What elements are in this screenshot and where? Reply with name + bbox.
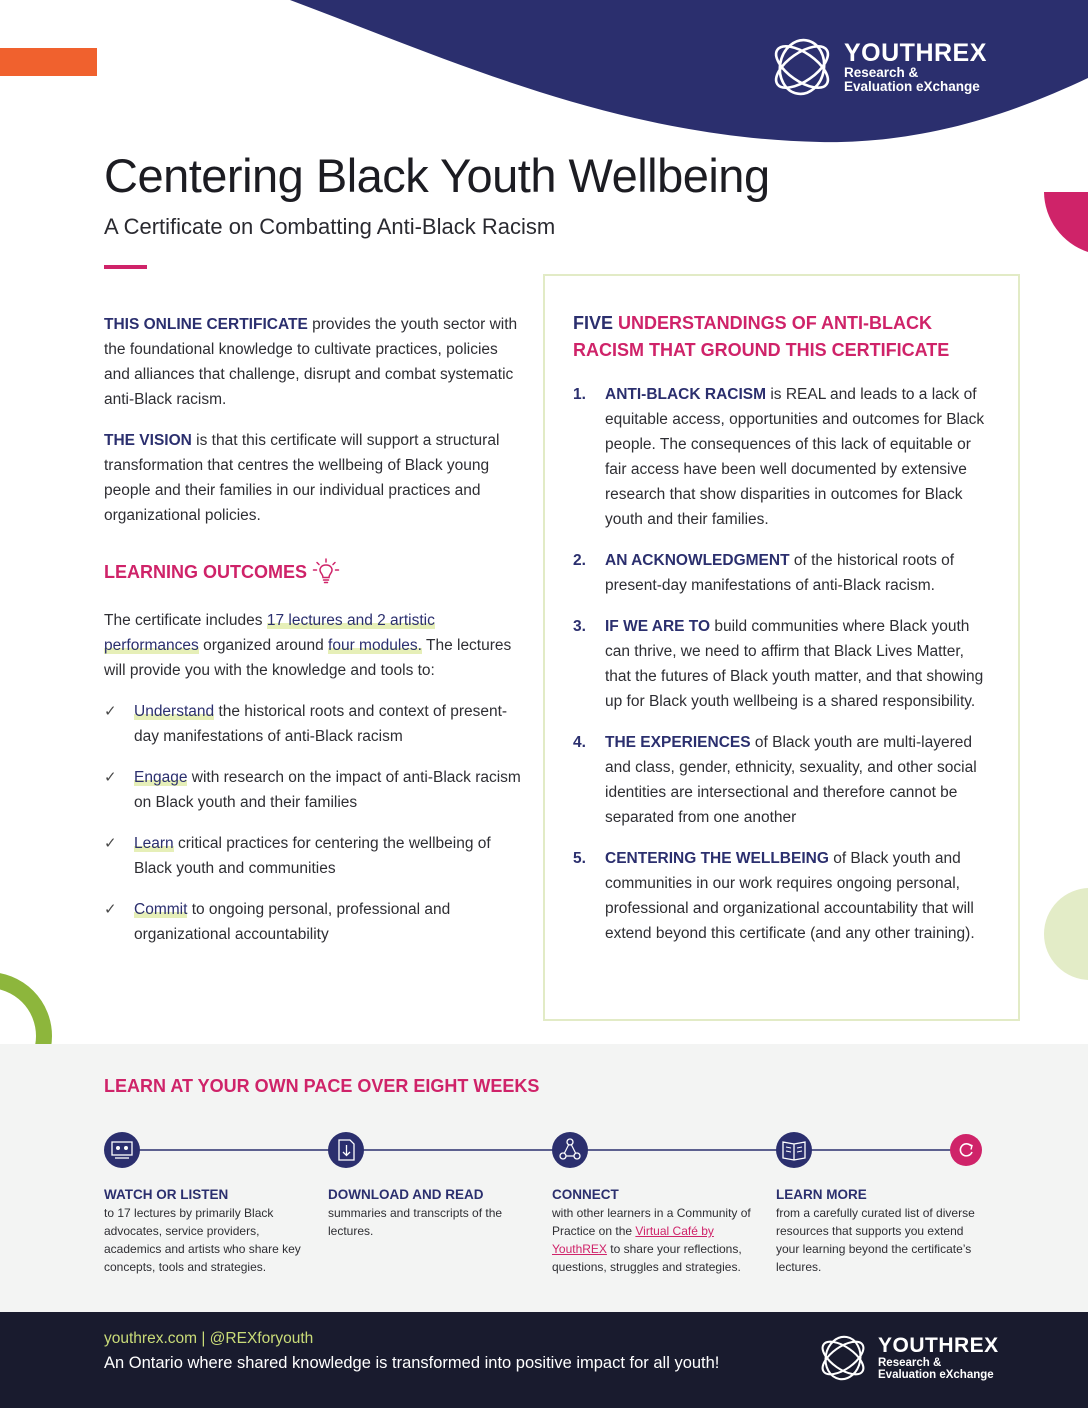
item-text: of Black youth and communities in our work requires ongoing personal, professional and organizational accountability that will extend beyond this certificate (and any other training). — [605, 850, 975, 942]
youthrex-logo-icon — [768, 34, 836, 100]
intro-paragraph — [104, 312, 524, 412]
list-item — [573, 382, 990, 532]
list-item — [573, 548, 990, 598]
pace-heading: LEARN AT YOUR OWN PACE OVER EIGHT WEEKS — [104, 1076, 540, 1096]
pace-timeline — [104, 1130, 984, 1170]
item-lead: ANTI-BLACK RACISM — [605, 386, 767, 403]
vision-lead: THE VISION — [104, 432, 192, 449]
list-item — [104, 897, 524, 947]
step-title: WATCH OR LISTEN — [104, 1187, 229, 1202]
footer-links[interactable]: youthrex.com | @REXforyouth — [104, 1330, 314, 1347]
youthrex-footer-logo[interactable] — [816, 1332, 999, 1384]
step-text: summaries and transcripts of the lectures. — [328, 1206, 503, 1238]
virtual-cafe-link[interactable]: Virtual Café by YouthREX — [552, 1224, 714, 1256]
item-text: build communities where Black youth can thrive, we need to affirm that Black Lives Matter, that the futures of Black youth matter, and that showing up for Black youth wellbeing is a shared responsibility. — [605, 618, 984, 710]
step-watch — [104, 1186, 304, 1276]
step-text: with other learners in a Community of Practice on the — [552, 1206, 751, 1238]
green-circle-shape — [1044, 888, 1088, 980]
outcomes-intro-a: The certificate includes — [104, 612, 267, 629]
outcome-text: with research on the impact of anti-Black racism on Black youth and their families — [134, 769, 521, 811]
checkmark-icon: ✓ — [104, 769, 117, 786]
item-lead: IF WE ARE TO — [605, 618, 711, 635]
checkmark-icon: ✓ — [104, 901, 117, 918]
outcome-verb: Learn — [134, 835, 174, 852]
page-subtitle: A Certificate on Combatting Anti-Black Racism — [104, 214, 556, 239]
outcome-verb: Commit — [134, 901, 188, 918]
list-item — [573, 614, 990, 714]
item-lead: THE EXPERIENCES — [605, 734, 751, 751]
outcome-text: to ongoing personal, professional and organizational accountability — [134, 901, 451, 943]
item-number: 5. — [573, 850, 586, 867]
lectures-highlight: 17 lectures and 2 artistic performances — [104, 612, 435, 654]
item-lead: CENTERING THE WELLBEING — [605, 850, 829, 867]
vision-paragraph — [104, 428, 524, 528]
step-text: to 17 lectures by primarily Black advocates, service providers, academics and artists who share key concepts, tools and strategies. — [104, 1206, 301, 1274]
title-divider — [104, 265, 147, 269]
video-lecture-icon — [104, 1132, 140, 1168]
item-number: 1. — [573, 386, 586, 403]
understandings-list — [573, 382, 990, 946]
logo-line-2: Evaluation eXchange — [878, 1369, 994, 1382]
intro-lead: THIS ONLINE CERTIFICATE — [104, 316, 308, 333]
download-document-icon — [328, 1132, 364, 1168]
learning-outcomes-title: LEARNING OUTCOMES — [104, 561, 308, 582]
refresh-icon — [950, 1134, 982, 1166]
step-text: from a carefully curated list of diverse resources that supports you extend your learning beyond the certificate’s lectures. — [776, 1206, 975, 1274]
step-connect — [552, 1186, 752, 1276]
learning-outcomes-heading — [104, 558, 524, 586]
step-text-end: to share your reflections, questions, struggles and strategies. — [552, 1242, 742, 1274]
outcome-text: the historical roots and context of present-day manifestations of anti-Black racism — [134, 703, 508, 745]
checkmark-icon: ✓ — [104, 835, 117, 852]
outcomes-list — [104, 699, 524, 947]
list-item — [573, 846, 990, 946]
logo-line-2: Evaluation eXchange — [844, 79, 980, 95]
item-lead: AN ACKNOWLEDGMENT — [605, 552, 790, 569]
item-number: 4. — [573, 734, 586, 751]
step-download — [328, 1186, 504, 1240]
list-item — [104, 699, 524, 749]
footer-tagline: An Ontario where shared knowledge is transformed into positive impact for all youth! — [104, 1354, 720, 1372]
understandings-heading — [573, 310, 990, 364]
item-text: is REAL and leads to a lack of equitable access, opportunities and outcomes for Black people. The consequences of this lack of equitable or fair access have been well documented by extensive research that show disparities in outcomes for Black youth and their families. — [605, 386, 985, 528]
logo-line-1: Research & — [844, 64, 919, 80]
outcomes-intro-b: organized around — [198, 637, 329, 654]
page-title: Centering Black Youth Wellbeing — [104, 149, 770, 202]
list-item — [104, 831, 524, 881]
youthrex-logo-icon — [816, 1332, 870, 1384]
modules-highlight: four modules. — [328, 637, 422, 654]
list-item — [573, 730, 990, 830]
outcome-text: critical practices for centering the wellbeing of Black youth and communities — [134, 835, 491, 877]
logo-name: YOUTHREX — [878, 1333, 999, 1357]
outcome-verb: Engage — [134, 769, 188, 786]
understandings-box — [543, 274, 1020, 1021]
orange-accent-bar — [0, 48, 97, 76]
outcomes-intro-c: The lectures will provide you with the knowledge and tools to: — [104, 637, 512, 679]
understandings-heading-pink: UNDERSTANDINGS OF ANTI-BLACK RACISM THAT GROUND THIS CERTIFICATE — [573, 313, 950, 360]
open-book-icon — [776, 1132, 812, 1168]
step-title: LEARN MORE — [776, 1187, 867, 1202]
pink-quarter-circle-shape — [1044, 192, 1088, 256]
step-title: CONNECT — [552, 1187, 619, 1202]
outcomes-intro — [104, 608, 524, 683]
step-learn-more — [776, 1186, 976, 1276]
item-text: of Black youth are multi-layered and class, gender, ethnicity, sexuality, and other social identities are intersectional and therefore cannot be separated from one another — [605, 734, 977, 826]
network-connect-icon — [552, 1132, 588, 1168]
understandings-heading-navy: FIVE — [573, 313, 619, 333]
logo-name: YOUTHREX — [844, 38, 987, 67]
lightbulb-icon — [311, 558, 341, 586]
youthrex-logo[interactable] — [768, 34, 987, 100]
checkmark-icon: ✓ — [104, 703, 117, 720]
left-column — [104, 312, 524, 963]
item-number: 2. — [573, 552, 586, 569]
item-text: of the historical roots of present-day manifestations of anti-Black racism. — [605, 552, 955, 594]
intro-text: provides the youth sector with the foundational knowledge to cultivate practices, policies and alliances that challenge, disrupt and combat systematic anti-Black racism. — [104, 316, 518, 408]
vision-text: is that this certificate will support a structural transformation that centres the wellbeing of Black young people and their families in our individual practices and organizational policies. — [104, 432, 500, 524]
step-title: DOWNLOAD AND READ — [328, 1187, 484, 1202]
logo-line-1: Research & — [878, 1356, 942, 1369]
item-number: 3. — [573, 618, 586, 635]
list-item — [104, 765, 524, 815]
outcome-verb: Understand — [134, 703, 215, 720]
